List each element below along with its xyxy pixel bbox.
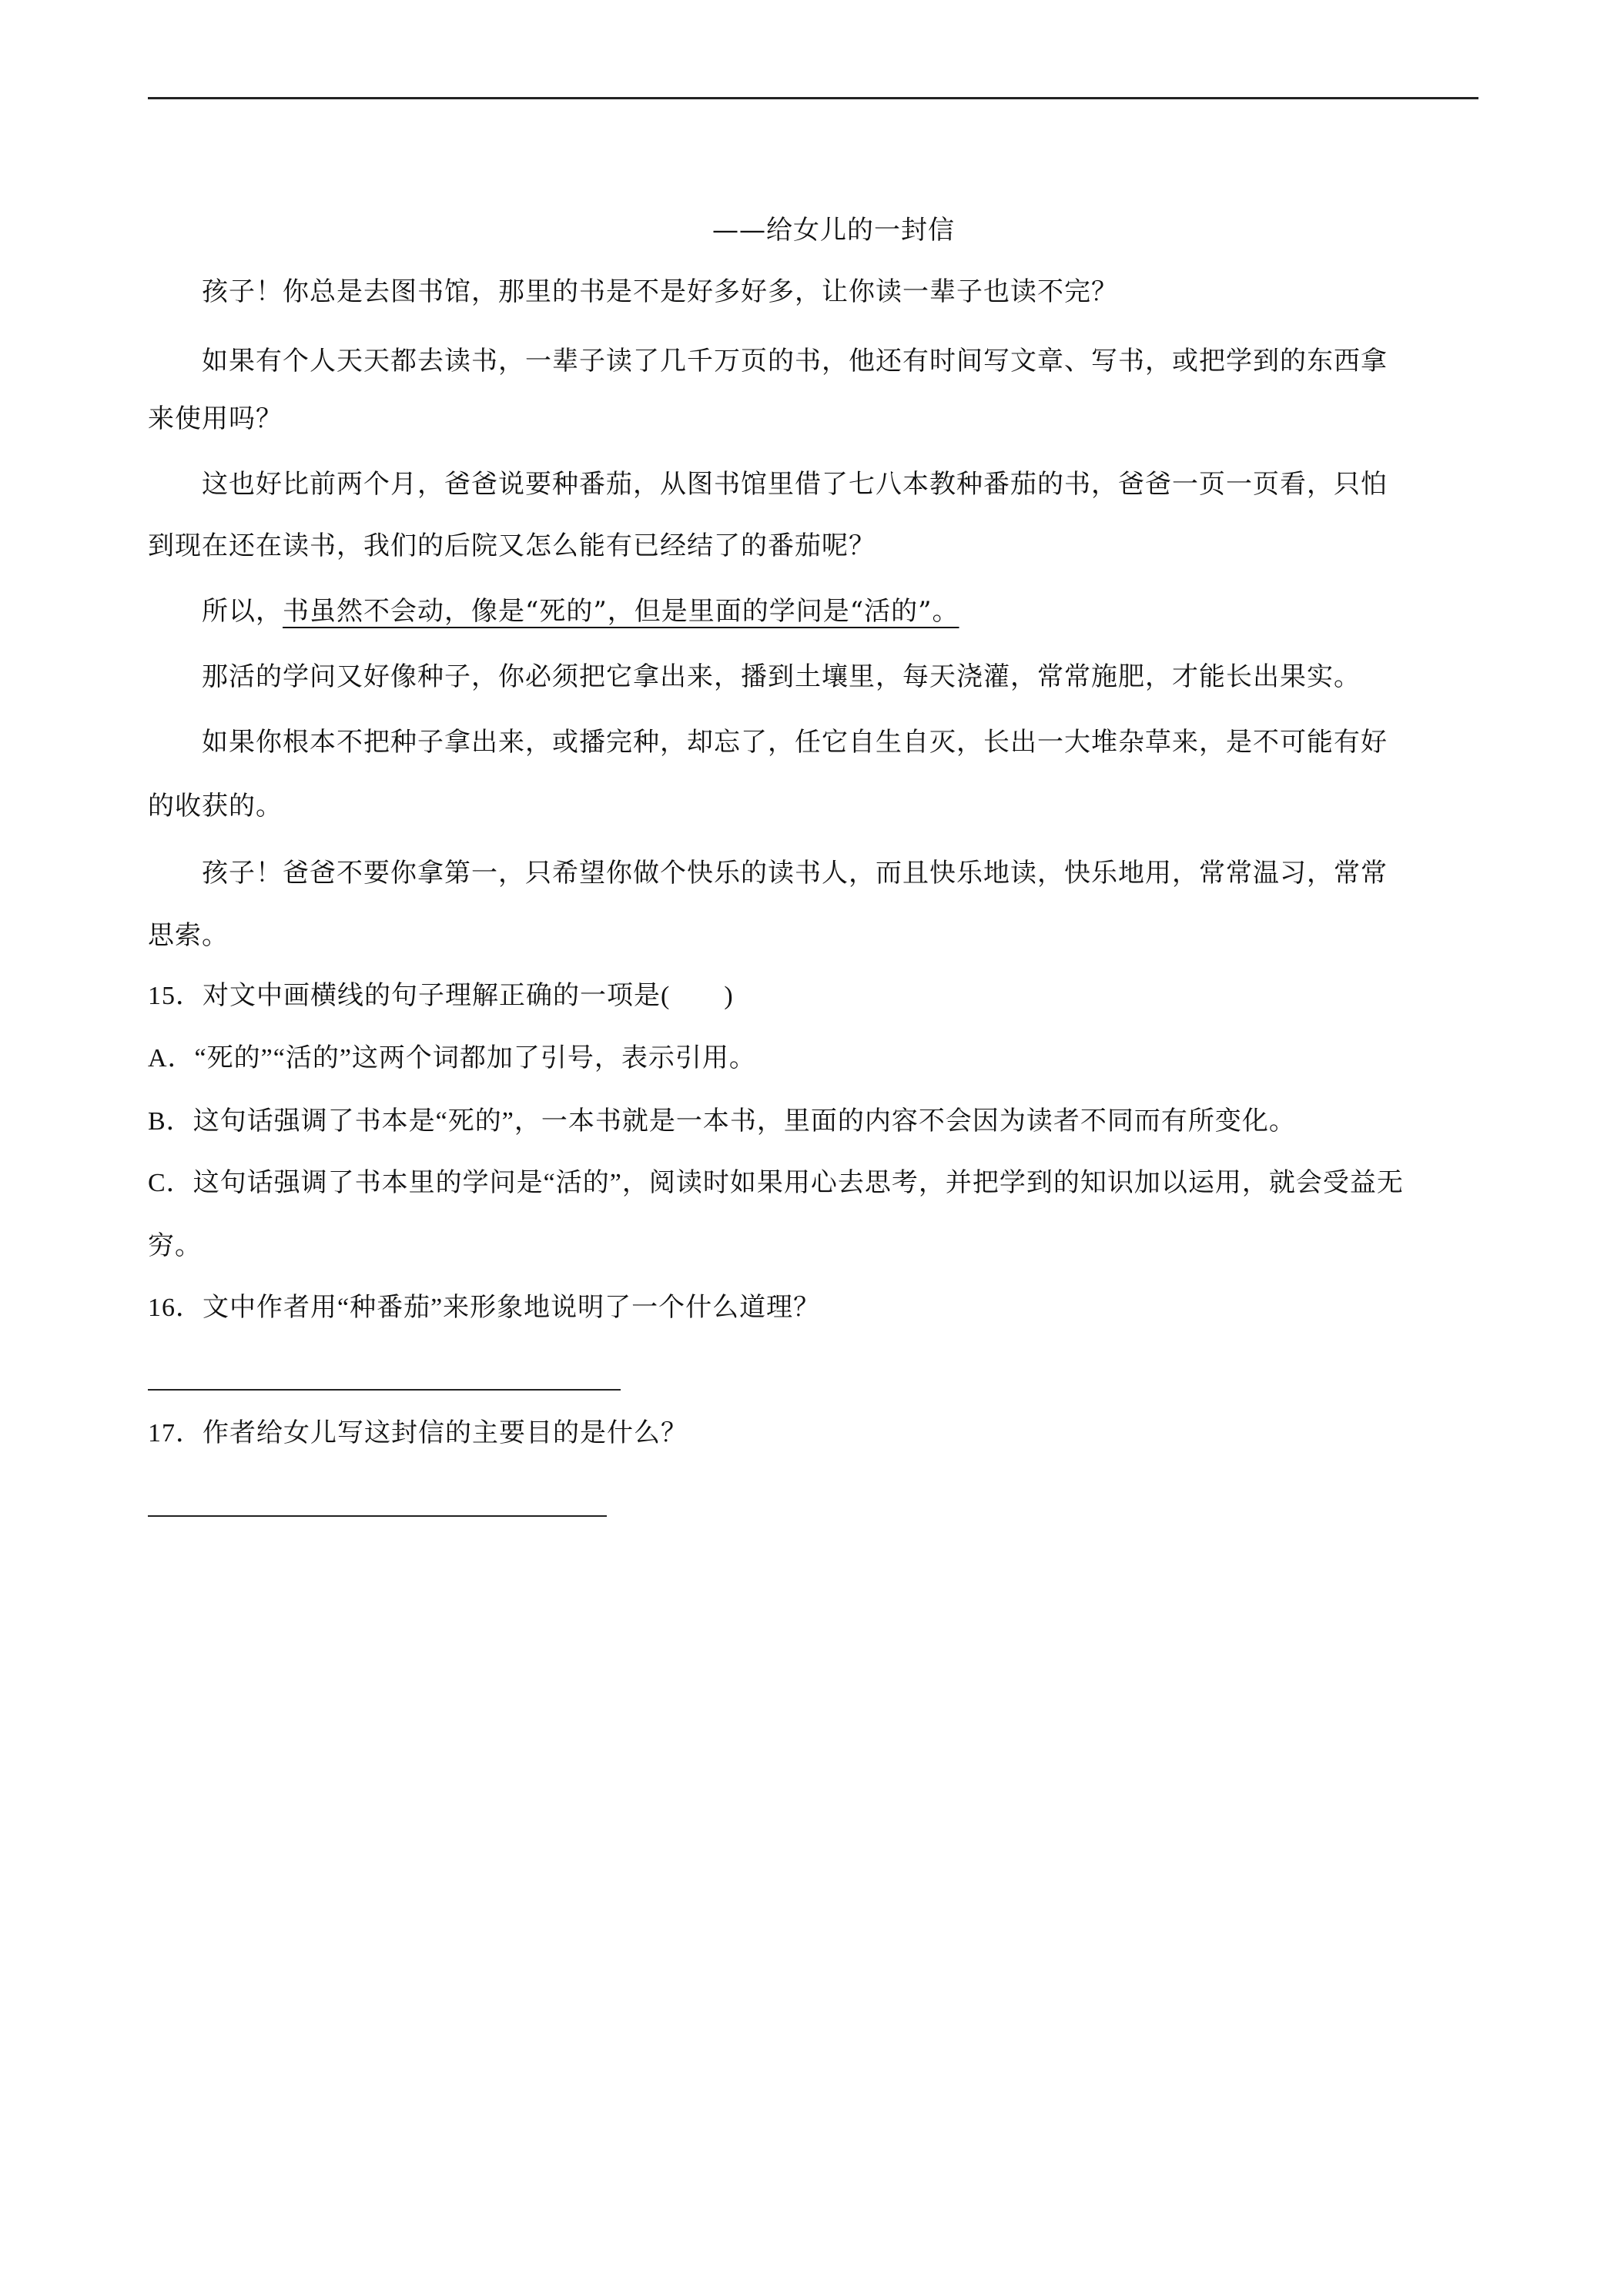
paragraph-1: 孩子！你总是去图书馆，那里的书是不是好多好多，让你读一辈子也读不完？ [202, 276, 1118, 307]
question-17: 17．作者给女儿写这封信的主要目的是什么？ [148, 1419, 688, 1448]
paragraph-7-line-2: 思索。 [148, 920, 229, 951]
question-16: 16．文中作者用“种番茄”来形象地说明了一个什么道理？ [148, 1294, 821, 1322]
answer-line-16[interactable] [148, 1389, 621, 1391]
paragraph-7-line-1: 孩子！爸爸不要你拿第一，只希望你做个快乐的读书人，而且快乐地读，快乐地用，常常温习，常常 [202, 858, 1388, 889]
underlined-sentence: 书虽然不会动，像是“死的”，但是里面的学问是“活的”。 [283, 596, 959, 627]
paragraph-2-line-2: 来使用吗？ [148, 403, 283, 434]
question-15-option-a: A．“死的”“活的”这两个词都加了引号，表示引用。 [148, 1044, 756, 1073]
paragraph-4 [202, 594, 1478, 628]
paragraph-6-line-2: 的收获的。 [148, 791, 283, 822]
question-15-option-c-line-1: C．这句话强调了书本里的学问是“活的”，阅读时如果用心去思考，并把学到的知识加以运用，就会受益无 [148, 1169, 1404, 1197]
paragraph-4-prefix: 所以， [202, 596, 283, 627]
paragraph-6-line-1: 如果你根本不把种子拿出来，或播完种，却忘了，任它自生自灭，长出一大堆杂草来，是不可能有好 [202, 727, 1388, 758]
question-15-option-b: B．这句话强调了书本是“死的”，一本书就是一本书，里面的内容不会因为读者不同而有所变化。 [148, 1107, 1296, 1136]
paragraph-3-line-1: 这也好比前两个月，爸爸说要种番茄，从图书馆里借了七八本教种番茄的书，爸爸一页一页看，只怕 [202, 469, 1388, 500]
passage-byline: ——给女儿的一封信 [712, 215, 955, 246]
paragraph-2-line-1: 如果有个人天天都去读书，一辈子读了几千万页的书，他还有时间写文章、写书，或把学到的东西拿 [202, 346, 1388, 377]
question-15: 15．对文中画横线的句子理解正确的一项是( ) [148, 982, 734, 1010]
question-15-option-c-line-2: 穷。 [148, 1232, 202, 1260]
header-rule [148, 97, 1478, 99]
answer-line-17[interactable] [148, 1515, 607, 1517]
paragraph-3-line-2: 到现在还在读书，我们的后院又怎么能有已经结了的番茄呢？ [148, 530, 876, 561]
paragraph-5: 那活的学问又好像种子，你必须把它拿出来，播到土壤里，每天浇灌，常常施肥，才能长出果实。 [202, 661, 1361, 692]
